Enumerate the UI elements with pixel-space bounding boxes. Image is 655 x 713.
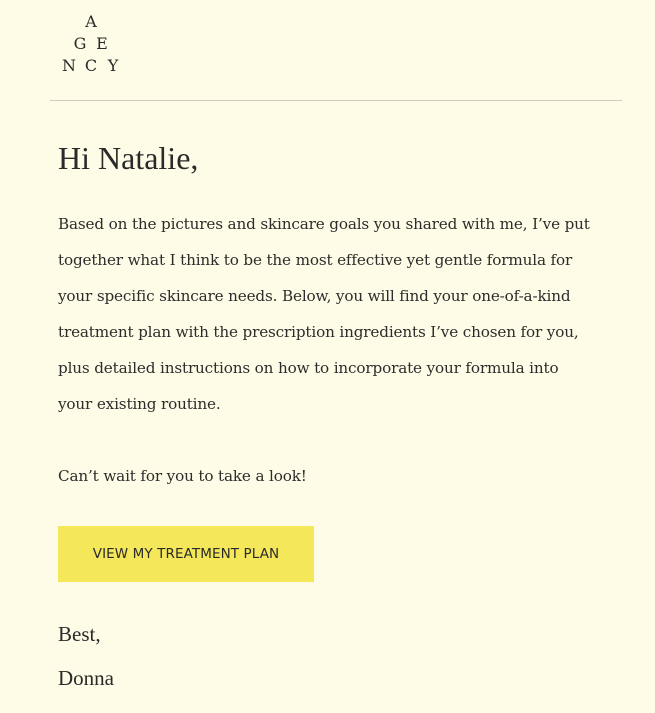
body-line: treatment plan with the prescription ingredients I’ve chosen for you, xyxy=(58,323,579,341)
logo-letter: E xyxy=(96,34,108,53)
email-body-paragraph xyxy=(58,206,618,422)
body-line: your specific skincare needs. Below, you will find your one-of-a-kind xyxy=(58,287,571,305)
logo-row-3 xyxy=(58,54,124,78)
body-line: your existing routine. xyxy=(58,395,221,413)
logo-letter: A xyxy=(85,12,97,31)
body-line: together what I think to be the most effective yet gentle formula for xyxy=(58,251,573,269)
signature-name: Donna xyxy=(58,666,114,690)
body-line: plus detailed instructions on how to incorporate your formula into xyxy=(58,359,559,377)
view-treatment-plan-button[interactable]: VIEW MY TREATMENT PLAN xyxy=(58,526,314,582)
logo-letter: C xyxy=(84,56,98,75)
body-line: Based on the pictures and skincare goals you shared with me, I’ve put xyxy=(58,215,590,233)
greeting-heading: Hi Natalie, xyxy=(58,140,199,176)
agency-logo xyxy=(58,12,124,78)
header-divider xyxy=(50,100,622,101)
logo-row-2 xyxy=(58,32,124,56)
logo-letter: N xyxy=(62,56,76,75)
logo-row-1 xyxy=(58,10,124,34)
logo-letter: Y xyxy=(107,56,119,75)
signoff: Best, xyxy=(58,622,101,646)
closing-line: Can’t wait for you to take a look! xyxy=(58,467,307,485)
logo-letter: G xyxy=(73,34,87,53)
